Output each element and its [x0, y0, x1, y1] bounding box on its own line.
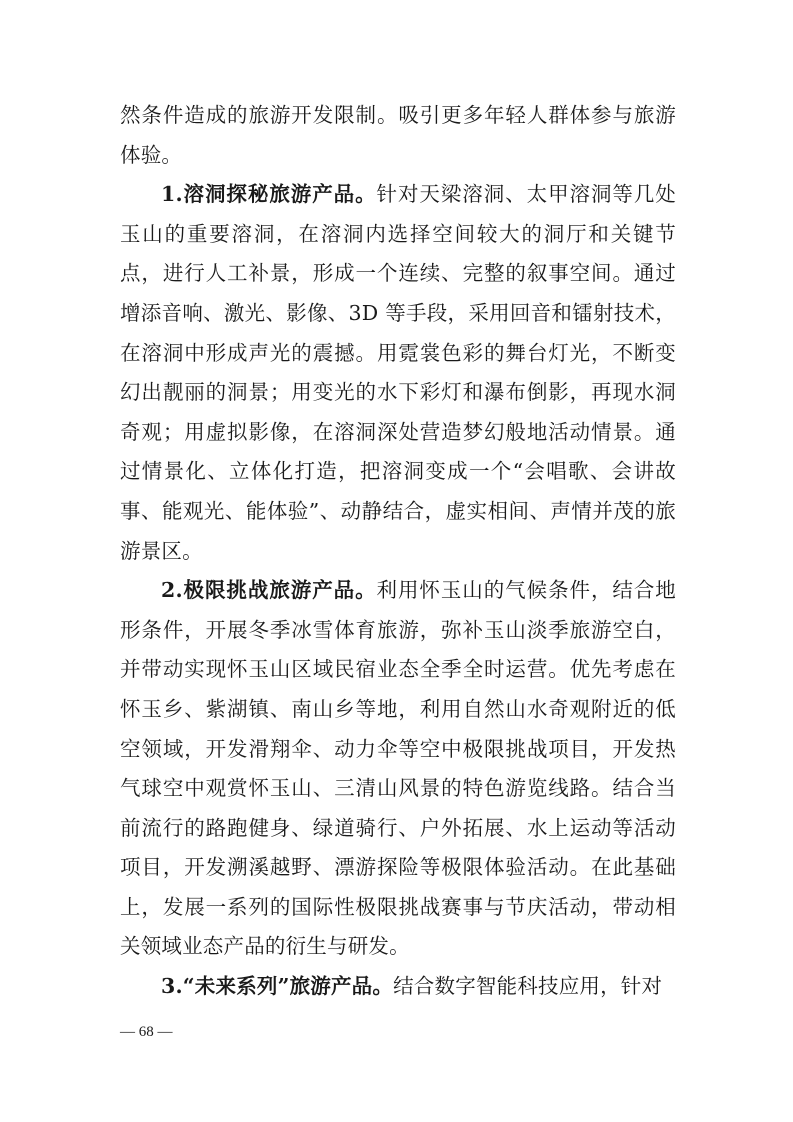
paragraph-continuation: [120, 96, 676, 175]
section-heading-extreme-challenge: 2.极限挑战旅游产品。: [161, 578, 377, 603]
paragraph-future-series-product: [120, 967, 676, 1007]
section-heading-future-series: 3.“未来系列”旅游产品。: [161, 974, 394, 999]
paragraph-karst-cave-product: [120, 175, 676, 571]
paragraph-text: 然条件造成的旅游开发限制。吸引更多年轻人群体参与旅游体验。: [120, 103, 676, 167]
section-heading-karst-cave: 1.溶洞探秘旅游产品。: [161, 182, 377, 207]
paragraph-text: 利用怀玉山的气候条件，结合地形条件，开展冬季冰雪体育旅游，弥补玉山淡季旅游空白，并带动实现怀玉山区域民宿业态全季全时运营。优先考虑在怀玉乡、紫湖镇、南山乡等地，利用自然山水奇观附近的低空领域，开发滑翔伞、动力伞等空中极限挑战项目，开发热气球空中观赏怀玉山、三清山风景的特色游览线路。结合当前流行的路跑健身、绿道骑行、户外拓展、水上运动等活动项目，开发溯溪越野、漂游探险等极限体验活动。在此基础上，发展一系列的国际性极限挑战赛事与节庆活动，带动相关领域业态产品的衍生与研发。: [120, 578, 676, 959]
paragraph-extreme-challenge-product: [120, 571, 676, 967]
document-page: [120, 96, 676, 1007]
page-number: — 68 —: [120, 1024, 173, 1040]
paragraph-text: 结合数字智能科技应用，针对: [393, 974, 663, 999]
paragraph-text: 针对天梁溶洞、太甲溶洞等几处玉山的重要溶洞，在溶洞内选择空间较大的洞厅和关键节点，进行人工补景，形成一个连续、完整的叙事空间。通过增添音响、激光、影像、3D 等手段，采用回音和镭射技术，在溶洞中形成声光的震撼。用霓裳色彩的舞台灯光，不断变幻出靓丽的洞景；用变光的水下彩灯和瀑布倒影，再现水洞奇观；用虚拟影像，在溶洞深处营造梦幻般地活动情景。通过情景化、立体化打造，把溶洞变成一个“会唱歌、会讲故事、能观光、能体验”、动静结合，虚实相间、声情并茂的旅游景区。: [120, 182, 676, 563]
